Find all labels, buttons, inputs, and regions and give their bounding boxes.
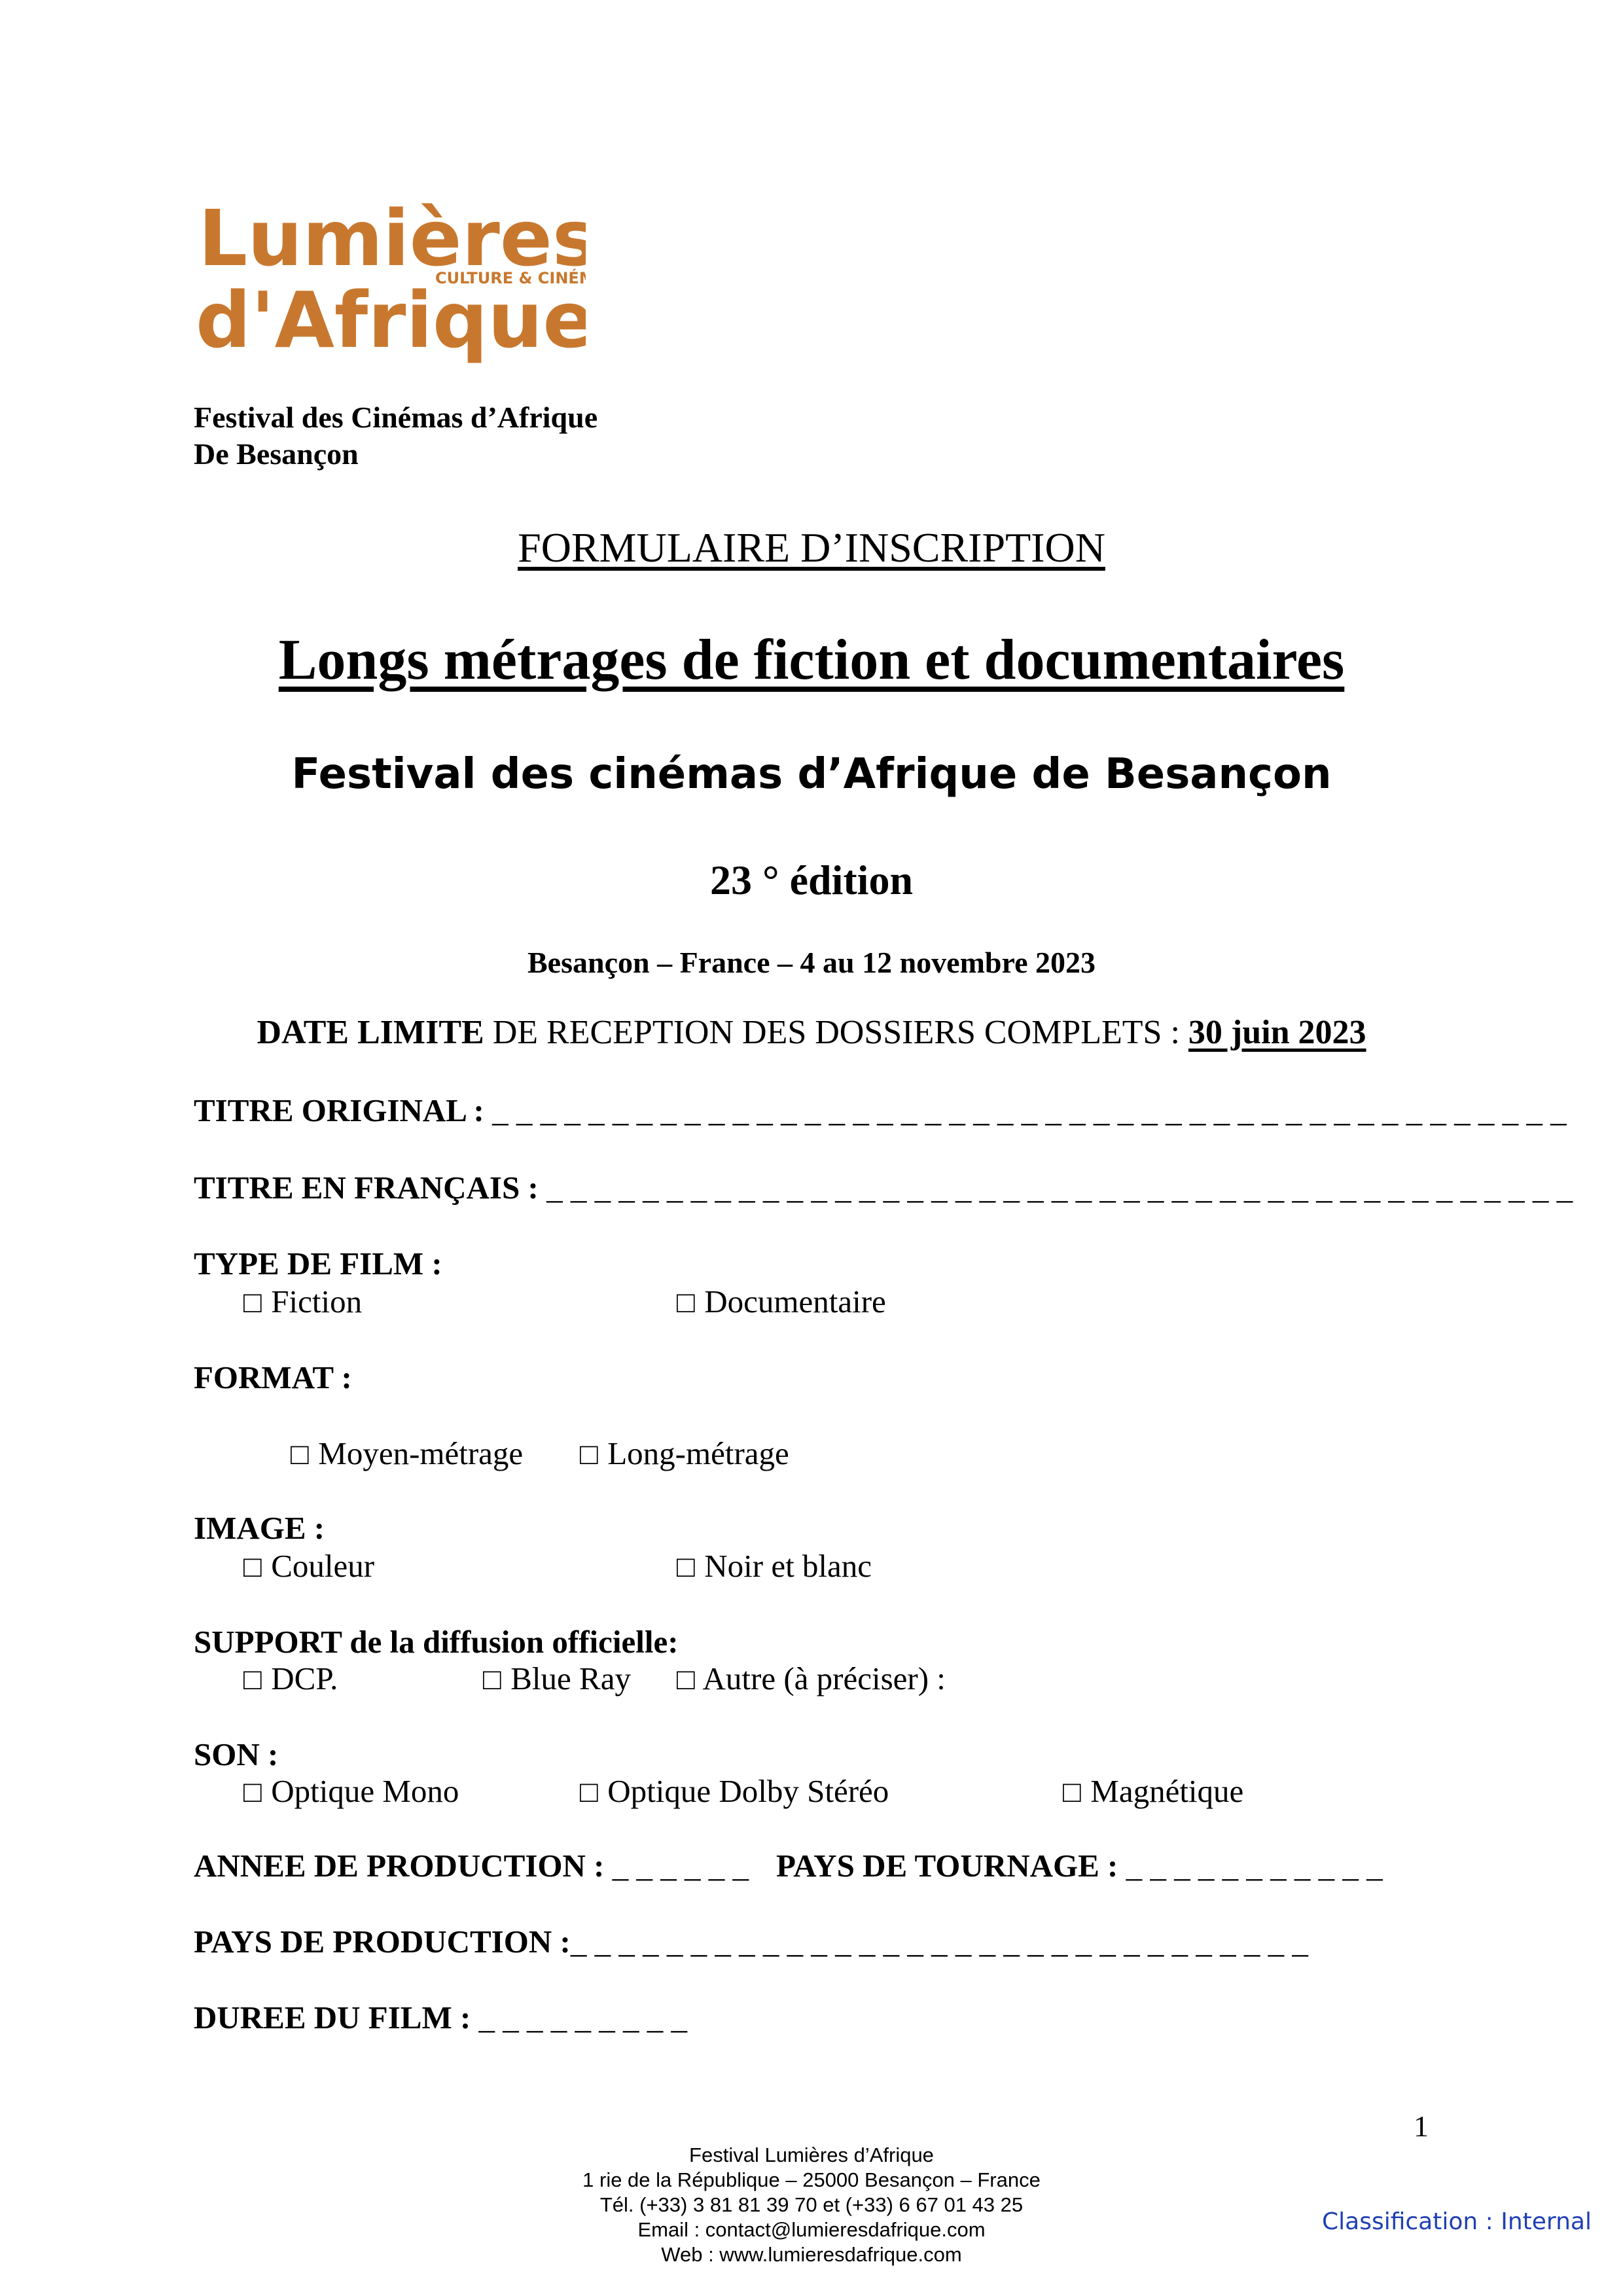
organizer-line1: Festival des Cinémas d’Afrique [194, 401, 598, 434]
form-title [0, 524, 1623, 572]
category-title-text: Longs métrages de fiction et documentaires [278, 628, 1345, 692]
page-number: 1 [1414, 2109, 1429, 2143]
footer-line-web: Web : www.lumieresdafrique.com [661, 2243, 962, 2266]
pays-production-field[interactable] [194, 1923, 1308, 1960]
option-label: Documentaire [704, 1283, 886, 1319]
checkbox-icon[interactable]: □ [677, 1550, 695, 1583]
festival-name: Festival des cinémas d’Afrique de Besançon [291, 750, 1332, 798]
support-label: SUPPORT de la diffusion officielle: [194, 1624, 679, 1660]
footer-line-email: Email : contact@lumieresdafrique.com [637, 2218, 986, 2241]
option-label: Optique Mono [271, 1773, 459, 1809]
option-label: Long-métrage [607, 1435, 789, 1471]
classification-label: Classification : Internal [1322, 2208, 1592, 2235]
son-label: SON : [194, 1736, 279, 1772]
location-dates: Besançon – France – 4 au 12 novembre 2023 [527, 946, 1096, 979]
option-label: Magnétique [1090, 1773, 1244, 1809]
titre-francais-label: TITRE EN FRANÇAIS : [194, 1170, 547, 1206]
option-moyen-metrage[interactable] [291, 1435, 523, 1472]
deadline-line [0, 1013, 1623, 1052]
titre-original-label: TITRE ORIGINAL : [194, 1092, 493, 1128]
checkbox-icon[interactable]: □ [677, 1285, 695, 1319]
edition: 23 ° édition [709, 857, 914, 903]
option-optique-mono[interactable] [243, 1772, 459, 1810]
logo-line1: Lumières [198, 193, 586, 283]
festival-logo [193, 187, 586, 363]
deadline-prefix: DATE LIMITE [257, 1014, 484, 1051]
option-long-metrage[interactable] [580, 1435, 789, 1472]
footer-line-address: 1 rie de la République – 25000 Besançon – France [582, 2168, 1041, 2191]
option-label: Noir et blanc [704, 1548, 872, 1584]
format-label: FORMAT : [194, 1359, 352, 1395]
option-label: Moyen-métrage [318, 1435, 524, 1471]
image-label: IMAGE : [194, 1510, 325, 1546]
logo-line2: d'Afrique [196, 275, 586, 363]
annee-production-field[interactable] [194, 1847, 749, 1884]
titre-francais-field[interactable] [194, 1169, 1573, 1206]
checkbox-icon[interactable]: □ [243, 1662, 262, 1696]
logo-graphic [193, 187, 586, 363]
pays-tournage-label: PAYS DE TOURNAGE : [776, 1848, 1126, 1884]
annee-production-label: ANNEE DE PRODUCTION : [194, 1848, 613, 1884]
pays-production-blank[interactable]: _ _ _ _ _ _ _ _ _ _ _ _ _ _ _ _ _ _ _ _ _ _ _ _ _ _ _ _ _ _ _ [570, 1924, 1308, 1960]
option-fiction[interactable] [243, 1283, 362, 1320]
option-label: DCP. [271, 1660, 338, 1696]
option-label: Blue Ray [510, 1660, 631, 1696]
checkbox-icon[interactable]: □ [580, 1437, 598, 1471]
annee-production-blank[interactable]: _ _ _ _ _ _ [612, 1848, 749, 1884]
option-label: Optique Dolby Stéréo [607, 1773, 889, 1809]
option-couleur[interactable] [243, 1547, 374, 1585]
duree-field[interactable] [194, 1999, 687, 2036]
checkbox-icon[interactable]: □ [1063, 1775, 1081, 1808]
pays-production-label: PAYS DE PRODUCTION : [194, 1924, 571, 1960]
deadline-date: 30 juin 2023 [1188, 1014, 1366, 1051]
option-label: Couleur [271, 1548, 375, 1584]
logo-tagline: CULTURE & CINÉ [435, 269, 579, 287]
checkbox-icon[interactable]: □ [243, 1285, 262, 1319]
titre-original-field[interactable] [194, 1092, 1567, 1129]
option-optique-dolby-stereo[interactable] [580, 1772, 889, 1810]
form-title-text: FORMULAIRE D’INSCRIPTION [518, 524, 1105, 571]
checkbox-icon[interactable]: □ [677, 1662, 695, 1696]
option-documentaire[interactable] [677, 1283, 886, 1320]
category-title [0, 627, 1623, 693]
checkbox-icon[interactable]: □ [483, 1662, 501, 1696]
option-label: Autre (à préciser) : [702, 1660, 946, 1696]
footer-line-phone: Tél. (+33) 3 81 81 39 70 et (+33) 6 67 01 43 25 [599, 2193, 1024, 2216]
pays-tournage-blank[interactable]: _ _ _ _ _ _ _ _ _ _ _ [1126, 1848, 1383, 1884]
footer-line-org: Festival Lumières d’Afrique [689, 2144, 934, 2166]
option-dcp[interactable] [243, 1660, 338, 1697]
checkbox-icon[interactable]: □ [580, 1775, 598, 1808]
checkbox-icon[interactable]: □ [291, 1437, 309, 1471]
checkbox-icon[interactable]: □ [243, 1550, 262, 1583]
option-magnetique[interactable] [1063, 1772, 1243, 1810]
checkbox-icon[interactable]: □ [243, 1775, 262, 1808]
footer [0, 2143, 1623, 2267]
organizer-line2: De Besançon [194, 437, 359, 471]
duree-label: DUREE DU FILM : [194, 2000, 479, 2036]
option-blue-ray[interactable] [483, 1660, 631, 1697]
titre-francais-blank[interactable]: _ _ _ _ _ _ _ _ _ _ _ _ _ _ _ _ _ _ _ _ _ _ _ _ _ _ _ _ _ _ _ _ _ _ _ _ _ _ _ _ _ _ _ [546, 1170, 1573, 1206]
option-autre[interactable] [677, 1660, 946, 1697]
duree-blank[interactable]: _ _ _ _ _ _ _ _ _ [478, 2000, 688, 2036]
option-noir-et-blanc[interactable] [677, 1547, 872, 1585]
type-film-label: TYPE DE FILM : [194, 1246, 442, 1282]
titre-original-blank[interactable]: _ _ _ _ _ _ _ _ _ _ _ _ _ _ _ _ _ _ _ _ _ _ _ _ _ _ _ _ _ _ _ _ _ _ _ _ _ _ _ _ _ _ _ _ _ [492, 1092, 1567, 1128]
deadline-text: DE RECEPTION DES DOSSIERS COMPLETS : [484, 1014, 1188, 1051]
pays-tournage-field[interactable] [776, 1847, 1383, 1884]
option-label: Fiction [271, 1283, 363, 1319]
